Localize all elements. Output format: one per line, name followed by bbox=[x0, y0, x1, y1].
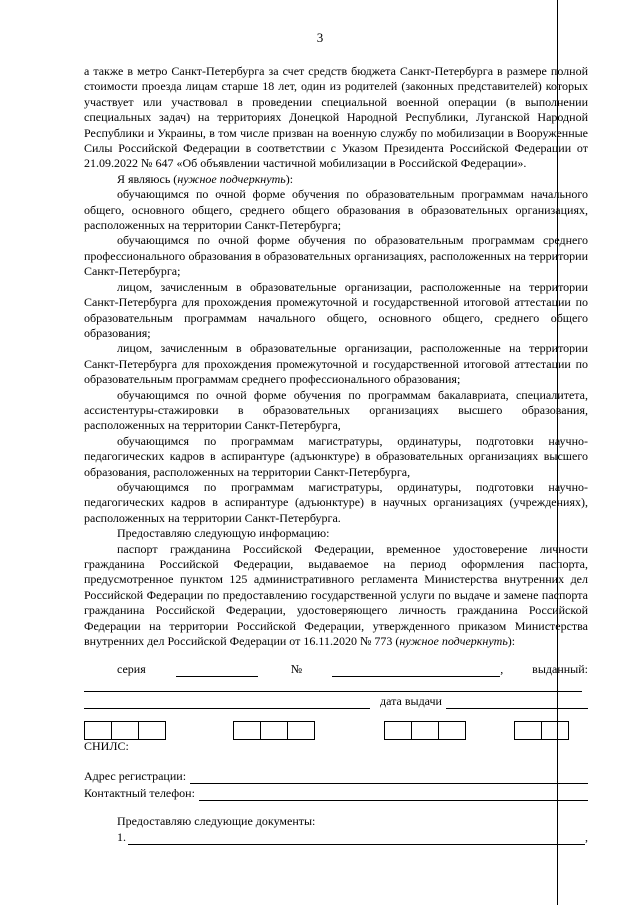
issue-date-label: дата выдачи bbox=[380, 694, 442, 708]
issued-label: выданный: bbox=[532, 662, 588, 676]
passport-series-row: серия № , выданный: bbox=[117, 662, 588, 676]
option-secondary-professional[interactable]: обучающимся по очной форме обучения по образовательным программам среднего профессионального образования в образовательных организациях, расположенных на территории Санкт-Петербурга; bbox=[84, 233, 588, 279]
phone-label: Контактный телефон: bbox=[84, 786, 195, 800]
snils-cell[interactable] bbox=[260, 721, 288, 740]
snils-cell[interactable] bbox=[514, 721, 542, 740]
snils-group-3[interactable] bbox=[384, 721, 465, 739]
issued-by-field-2[interactable] bbox=[84, 696, 370, 709]
issued-by-field-1[interactable] bbox=[84, 691, 582, 692]
document-1-field[interactable] bbox=[128, 832, 585, 845]
address-label: Адрес регистрации: bbox=[84, 769, 187, 783]
paragraph-provide-info: Предоставляю следующую информацию: bbox=[117, 526, 330, 541]
option-school-general[interactable]: обучающимся по очной форме обучения по образовательным программам начального общего, основного общего, среднего общего образования в образовательных организациях, расположенных на территории Санкт-Петербурга; bbox=[84, 187, 588, 233]
snils-group-2[interactable] bbox=[233, 721, 314, 739]
option-master-university[interactable]: обучающимся по программам магистратуры, ординатуры, подготовки научно-педагогических кадров в аспирантуре (адъюнктуре) в образовательных организациях высшего образования, расположенных на территории Санкт-Петербурга, bbox=[84, 433, 588, 479]
phone-row bbox=[84, 785, 588, 801]
item-1-label: 1. bbox=[117, 830, 126, 844]
snils-label: СНИЛС: bbox=[84, 739, 129, 753]
option-attestation-general[interactable]: лицом, зачисленным в образовательные организации, расположенные на территории Санкт-Петербурга для прохождения промежуточной и государственной итоговой аттестации по образовательным программам начального общего, основного общего, среднего общего образования; bbox=[84, 279, 588, 340]
snils-cell[interactable] bbox=[411, 721, 439, 740]
snils-cell[interactable] bbox=[111, 721, 139, 740]
snils-cell[interactable] bbox=[438, 721, 466, 740]
paragraph-passport: паспорт гражданина Российской Федерации, временное удостоверение личности гражданина Российской Федерации, выдаваемое на период оформления паспорта, предусмотренное пунктом 125 административного регламента Министерства внутренних дел Российской Федерации по предоставлению государственной услуги по выдаче и замене паспорта гражданина Российской Федерации, удостоверяющего личность гражданина Российской Федерации на территории Российской Федерации, утвержденного приказом Министерства внутренних дел Российской Федерации от 16.11.2020 № 773 (нужное подчеркнуть): bbox=[84, 541, 588, 649]
address-row bbox=[84, 768, 588, 784]
series-field[interactable] bbox=[176, 664, 258, 677]
phone-field[interactable] bbox=[199, 788, 588, 801]
number-field[interactable] bbox=[332, 664, 500, 677]
snils-cell[interactable] bbox=[384, 721, 412, 740]
snils-group-4[interactable] bbox=[514, 721, 568, 739]
document-body bbox=[84, 64, 588, 649]
series-label: серия bbox=[117, 662, 146, 676]
snils-cell[interactable] bbox=[233, 721, 261, 740]
snils-cell[interactable] bbox=[138, 721, 166, 740]
documents-label: Предоставляю следующие документы: bbox=[117, 814, 316, 828]
snils-cell[interactable] bbox=[84, 721, 112, 740]
snils-cell[interactable] bbox=[541, 721, 569, 740]
address-field[interactable] bbox=[190, 771, 588, 784]
paragraph-i-am: Я являюсь (нужное подчеркнуть): bbox=[117, 171, 294, 186]
option-attestation-professional[interactable]: лицом, зачисленным в образовательные организации, расположенные на территории Санкт-Петербурга для прохождения промежуточной и государственной итоговой аттестации по образовательным программам среднего профессионального образования; bbox=[84, 341, 588, 387]
issue-date-row bbox=[84, 693, 588, 709]
documents-item-1-row: 1. , bbox=[117, 830, 588, 844]
snils-group-1[interactable] bbox=[84, 721, 165, 739]
issue-date-field[interactable] bbox=[446, 696, 588, 709]
option-master-scientific[interactable]: обучающимся по программам магистратуры, ординатуры, подготовки научно-педагогических кадров в аспирантуре (адъюнктуре) в научных организациях (учреждениях), расположенных на территории Санкт-Петербурга. bbox=[84, 479, 588, 525]
paragraph-intro: а также в метро Санкт-Петербурга за счет средств бюджета Санкт-Петербурга в размере полной стоимости проезда лицам старше 18 лет, один из родителей (законных представителей) которых участвует или участвовал в проведении специальной военной операции (в выполнении специальных задач) на территориях Донецкой Народной Республики, Луганской Народной Республики и Украины, в том числе призван на военную службу по мобилизации в Вооруженные Силы Российской Федерации в соответствии с Указом Президента Российской Федерации от 21.09.2022 № 647 «Об объявлении частичной мобилизации в Российской Федерации». bbox=[84, 64, 588, 171]
option-bachelor[interactable]: обучающимся по очной форме обучения по программам бакалавриата, специалитета, ассистентуры-стажировки в образовательных организациях высшего образования, расположенных на территории Санкт-Петербурга, bbox=[84, 387, 588, 433]
page-number: 3 bbox=[316, 30, 324, 45]
snils-cell[interactable] bbox=[287, 721, 315, 740]
number-label: № bbox=[290, 662, 303, 676]
